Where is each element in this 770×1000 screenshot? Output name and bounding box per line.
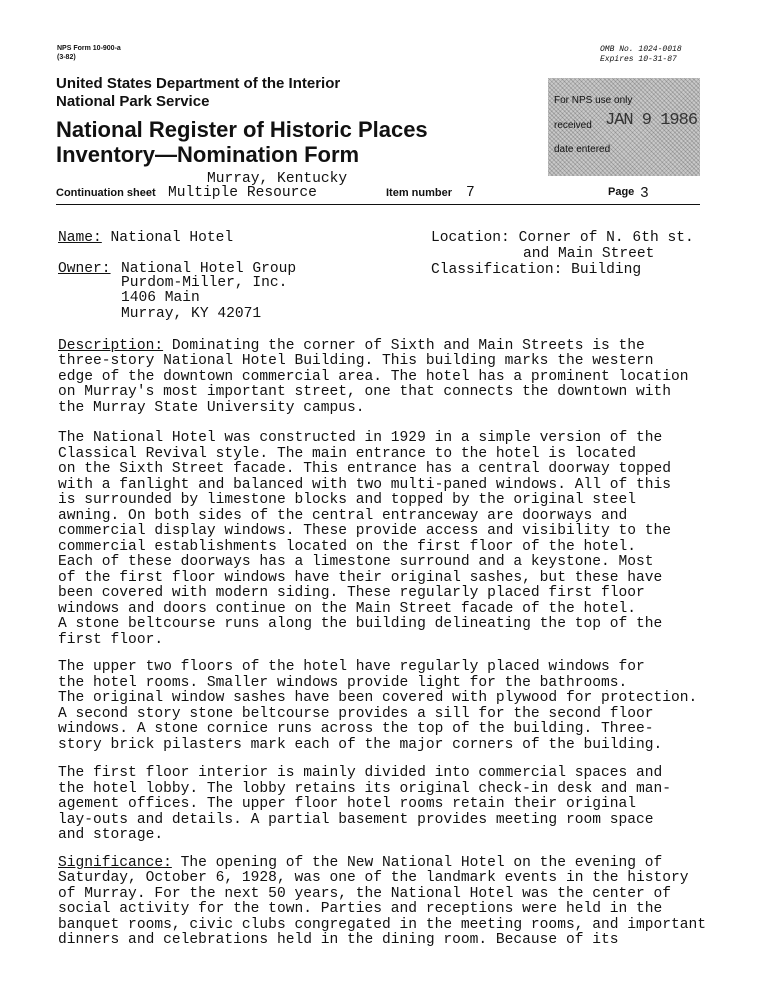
text-line: Saturday, October 6, 1928, was one of the landmark events in the history bbox=[58, 870, 689, 886]
text-line: on Murray's most important street, one that connects the downtown with bbox=[58, 384, 672, 400]
text-line: is surrounded by limestone blocks and topped by the original steel bbox=[58, 492, 637, 508]
omb-number: OMB No. 1024-0018 bbox=[600, 45, 682, 54]
classification-value: Building bbox=[562, 262, 642, 278]
location-label: Location: bbox=[431, 230, 510, 246]
continuation-sheet-value: Multiple Resource bbox=[168, 185, 317, 201]
text-line: banquet rooms, civic clubs congregated in the meeting rooms, and important bbox=[58, 916, 707, 933]
text-line: Each of these doorways has a limestone surround and a keystone. Most bbox=[58, 554, 654, 570]
owner-line: National Hotel Group bbox=[121, 261, 297, 277]
owner-line: 1406 Main bbox=[121, 290, 200, 306]
significance-text: The opening of the New National Hotel on the evening of bbox=[171, 855, 663, 871]
location-heading: Murray, Kentucky bbox=[207, 171, 348, 187]
text-line: Classical Revival style. The main entrance to the hotel is located bbox=[58, 445, 637, 462]
text-line: The original window sashes have been covered with plywood for protection. bbox=[58, 690, 698, 706]
property-classification bbox=[431, 263, 641, 279]
location-value-line2: and Main Street bbox=[523, 246, 655, 262]
text-line: awning. On both sides of the central entranceway are doorways and bbox=[58, 507, 628, 524]
owner-label: Owner: bbox=[58, 261, 111, 277]
text-line: the hotel rooms. Smaller windows provide light for the bathrooms. bbox=[58, 674, 628, 691]
continuation-sheet-label: Continuation sheet bbox=[56, 187, 156, 199]
property-name bbox=[58, 231, 233, 247]
text-line: dinners and celebrations held in the dining room. Because of its bbox=[58, 932, 619, 948]
text-line: story brick pilasters mark each of the major corners of the building. bbox=[58, 736, 663, 753]
text-line: The upper two floors of the hotel have regularly placed windows for bbox=[58, 659, 645, 675]
text-line: A stone beltcourse runs along the building delineating the top of the bbox=[58, 616, 663, 632]
location-value: Corner of N. 6th st. bbox=[509, 230, 694, 246]
text-line: the hotel lobby. The lobby retains its original check-in desk and man- bbox=[58, 780, 672, 797]
item-number-label: Item number bbox=[386, 187, 453, 199]
description-paragraph-4 bbox=[58, 766, 671, 844]
text-line: and storage. bbox=[58, 827, 164, 843]
text-line: with a fanlight and balanced with two multi-paned windows. All of this bbox=[58, 476, 672, 493]
text-line: edge of the downtown commercial area. The hotel has a prominent location bbox=[58, 368, 689, 385]
text-line: The National Hotel was constructed in 1929 in a simple version of the bbox=[58, 430, 663, 446]
name-label: Name: bbox=[58, 230, 102, 246]
received-label: received bbox=[554, 120, 592, 131]
nps-use-only-box bbox=[548, 78, 700, 176]
text-line: windows. A stone cornice runs across the top of the building. Three- bbox=[58, 721, 654, 737]
text-line: social activity for the town. Parties and receptions were held in the bbox=[58, 901, 663, 917]
text-line: of the first floor windows have their original sashes, but these have bbox=[58, 569, 663, 586]
text-line: windows and doors continue on the Main Street facade of the hotel. bbox=[58, 600, 637, 617]
description-paragraph-2 bbox=[58, 431, 671, 648]
text-line: three-story National Hotel Building. This building marks the western bbox=[58, 353, 654, 369]
text-line: of Murray. For the next 50 years, the National Hotel was the center of bbox=[58, 885, 672, 902]
agency-name: National Park Service bbox=[56, 93, 210, 110]
text-line: been covered with modern siding. These regularly placed first floor bbox=[58, 585, 645, 601]
property-location bbox=[431, 231, 694, 247]
form-title-line1: National Register of Historic Places bbox=[56, 117, 428, 142]
description-text: Dominating the corner of Sixth and Main Streets is the bbox=[163, 338, 645, 354]
owner-line: Murray, KY 42071 bbox=[121, 306, 262, 322]
description-paragraph-3 bbox=[58, 660, 697, 753]
text-line: lay-outs and details. A partial basement provides meeting room space bbox=[58, 811, 654, 828]
page-number-value: 3 bbox=[640, 186, 649, 202]
text-line: The first floor interior is mainly divided into commercial spaces and bbox=[58, 765, 663, 781]
text-line: A second story stone beltcourse provides a sill for the second floor bbox=[58, 705, 654, 722]
name-value: National Hotel bbox=[101, 230, 234, 246]
text-line: on the Sixth Street facade. This entrance has a central doorway topped bbox=[58, 461, 672, 477]
significance-label: Significance: bbox=[58, 855, 172, 871]
text-line: commercial establishments located on the first floor of the hotel. bbox=[58, 538, 637, 555]
text-line: agement offices. The upper floor hotel rooms retain their original bbox=[58, 796, 637, 812]
department-name: United States Department of the Interior bbox=[56, 75, 341, 92]
form-number: NPS Form 10-900-a bbox=[57, 45, 121, 52]
text-line: commercial display windows. These provide access and visibility to the bbox=[58, 523, 672, 539]
nps-use-only-label: For NPS use only bbox=[554, 95, 633, 106]
description-label: Description: bbox=[58, 338, 164, 354]
significance-paragraph bbox=[58, 871, 706, 949]
date-entered-label: date entered bbox=[554, 144, 611, 155]
item-number-value: 7 bbox=[466, 185, 475, 201]
description-paragraph-1 bbox=[58, 354, 689, 416]
text-line: the Murray State University campus. bbox=[58, 399, 365, 416]
page-label: Page bbox=[608, 186, 635, 198]
owner-line: Purdom-Miller, Inc. bbox=[121, 275, 288, 291]
form-date: (3-82) bbox=[57, 54, 76, 61]
received-date-stamp: JAN 9 1986 bbox=[605, 111, 698, 130]
header-rule bbox=[56, 204, 700, 205]
classification-label: Classification: bbox=[431, 262, 563, 278]
form-title-line2: Inventory—Nomination Form bbox=[56, 142, 360, 167]
expiration-date: Expires 10-31-87 bbox=[600, 55, 677, 64]
text-line: first floor. bbox=[58, 631, 164, 648]
